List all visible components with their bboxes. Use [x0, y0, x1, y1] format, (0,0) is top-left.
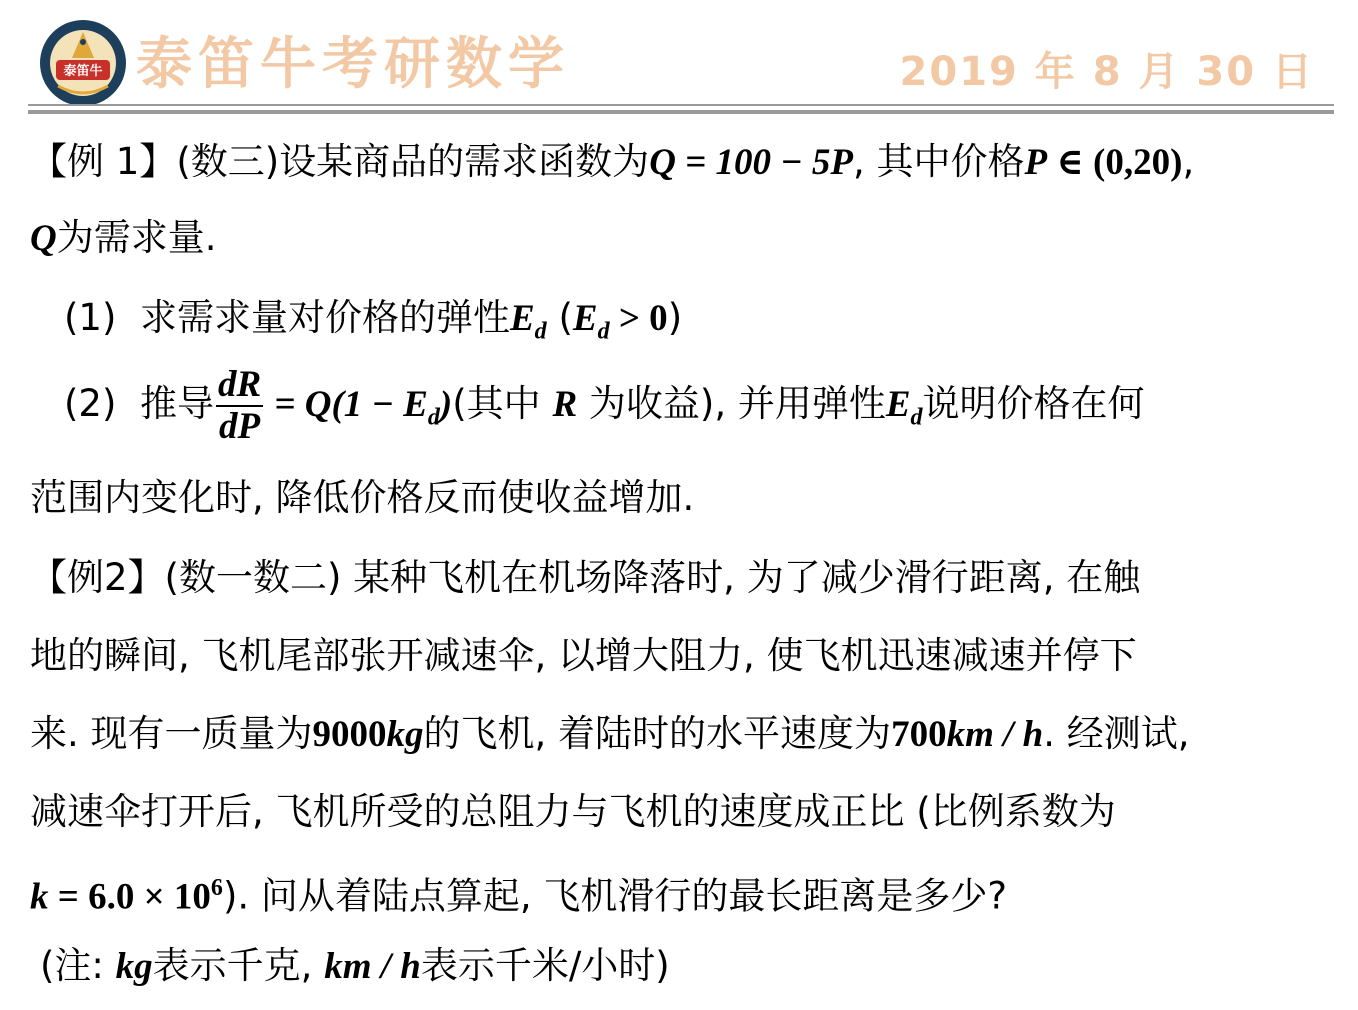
logo-text: 泰笛牛: [63, 64, 103, 79]
text-fragment: (数一数二) 某种飞机在机场降落时, 为了减少滑行距离, 在触: [164, 556, 1141, 599]
example1-question2: [64, 362, 1145, 459]
price-range: ∈ (0,20): [1047, 142, 1183, 183]
brand-title: 泰笛牛考研数学: [136, 31, 570, 97]
text-fragment: 范围内变化时, 降低价格反而使收益增加.: [30, 476, 695, 519]
text-fragment: 地的瞬间, 飞机尾部张开减速伞, 以增大阻力, 使飞机迅速减速并停下: [30, 634, 1137, 677]
example2-note: [40, 940, 670, 993]
text-fragment: R: [552, 384, 578, 425]
q1-number: (1): [64, 296, 117, 339]
text-fragment: E: [403, 384, 428, 425]
example2-line5: [30, 862, 1007, 923]
demand-function: Q = 100 − 5P: [649, 142, 854, 183]
text-fragment: ): [667, 296, 683, 339]
text-fragment: = 6.0 × 10: [48, 876, 211, 918]
example1-question1: [64, 292, 682, 357]
text-fragment: 表示千米/小时): [420, 944, 670, 987]
text-fragment: E: [572, 298, 598, 339]
example1-line5: [30, 472, 694, 524]
text-fragment: 推导: [139, 382, 214, 425]
text-fragment: 说明价格在何: [922, 382, 1145, 425]
text-fragment: ). 问从着陆点算起, 飞机滑行的最长距离是多少?: [222, 874, 1008, 918]
text-fragment: 700: [891, 714, 947, 755]
header-date: 2019 年 8 月 30 日: [899, 49, 1314, 95]
derivative-fraction: [216, 365, 263, 447]
header: [0, 0, 1358, 120]
text-fragment: 减速伞打开后, 飞机所受的总阻力与飞机的速度成正比 (比例系数为: [30, 790, 1116, 833]
taidiniu-logo-icon: [38, 18, 128, 108]
text-fragment: ): [439, 384, 453, 425]
text-fragment: = Q(1 −: [265, 384, 404, 425]
text-fragment: P: [1024, 142, 1048, 183]
example1-category: (数三): [176, 140, 280, 183]
example2-line2: [30, 630, 1137, 682]
text-fragment: d: [534, 318, 547, 345]
text-fragment: km / h: [946, 714, 1044, 755]
text-fragment: km / h: [324, 946, 421, 987]
text-fragment: 来. 现有一质量为: [30, 712, 313, 755]
text-fragment: (其中: [452, 382, 553, 425]
example2-line1: [30, 552, 1140, 604]
text-fragment: ,: [1182, 140, 1195, 183]
text-fragment: 表示千克,: [152, 944, 313, 987]
header-divider-thick: [28, 110, 1334, 114]
text-fragment: (: [558, 296, 573, 339]
elasticity-symbol: [509, 298, 547, 345]
text-fragment: dP: [218, 405, 261, 447]
text-fragment: d: [427, 404, 440, 431]
text-fragment: d: [597, 318, 610, 345]
example1-line2: [30, 212, 217, 265]
text-fragment: k: [30, 876, 49, 918]
text-fragment: , 其中价格: [853, 140, 1025, 183]
example1-label: 【例 1】: [30, 140, 177, 183]
text-fragment: [403, 384, 440, 431]
text-fragment: > 0: [609, 298, 668, 339]
text-fragment: [885, 384, 923, 431]
example1-line1: [30, 136, 1194, 189]
text-fragment: 的飞机, 着陆时的水平速度为: [423, 712, 892, 755]
text-fragment: E: [509, 298, 535, 339]
header-divider: [28, 104, 1334, 106]
text-fragment: 6: [210, 875, 223, 901]
text-fragment: Q: [30, 218, 57, 259]
text-fragment: 设某商品的需求函数为: [279, 140, 650, 183]
q2-number: (2): [64, 382, 117, 425]
text-fragment: d: [910, 404, 923, 431]
text-fragment: kg: [115, 946, 153, 987]
text-fragment: [572, 298, 610, 345]
text-fragment: dR: [217, 363, 262, 405]
example2-line3: [30, 708, 1190, 761]
text-fragment: kg: [386, 714, 424, 755]
text-fragment: 为收益), 并用弹性: [577, 382, 886, 425]
example2-label: 【例2】: [30, 556, 165, 599]
example2-line4: [30, 786, 1116, 838]
text-fragment: 为需求量.: [56, 216, 217, 259]
text-fragment: 9000: [312, 714, 387, 755]
text-fragment: (注:: [40, 944, 104, 987]
text-fragment: E: [885, 384, 911, 425]
text-fragment: . 经测试,: [1043, 712, 1190, 755]
text-fragment: 求需求量对价格的弹性: [139, 296, 510, 339]
